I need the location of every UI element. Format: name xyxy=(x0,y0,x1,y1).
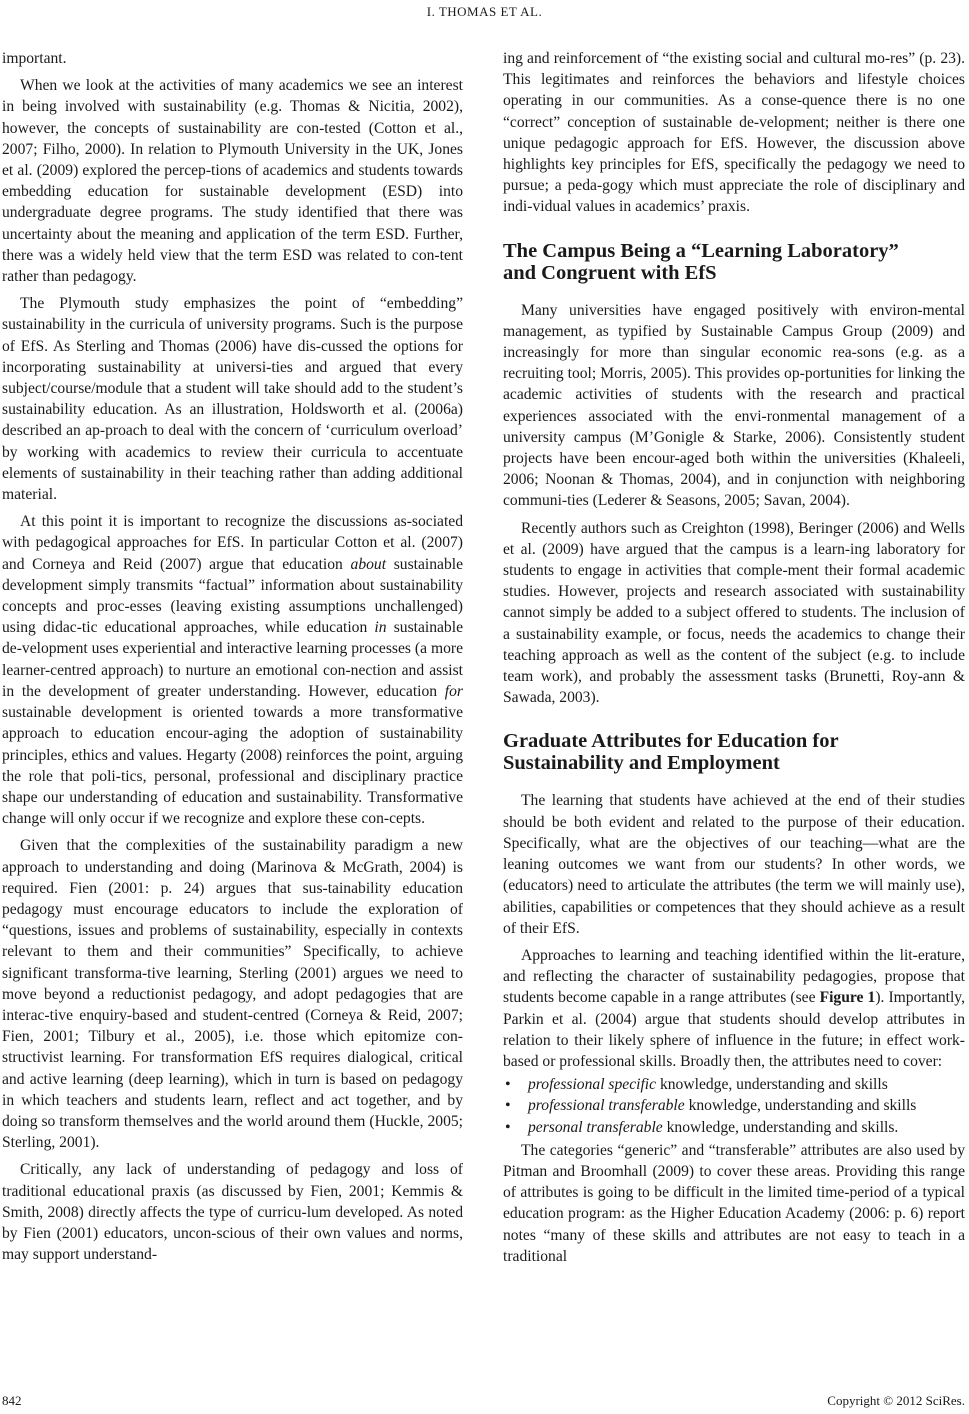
bullet-list xyxy=(503,1074,965,1138)
section-heading xyxy=(503,730,965,774)
emphasis-for: for xyxy=(444,682,463,700)
paragraph: important. xyxy=(2,50,67,67)
bullet-text: knowledge, understanding and skills. xyxy=(662,1118,899,1136)
bullet-item xyxy=(503,1074,965,1095)
paragraph: The categories “generic” and “transferable” attributes are also used by Pitman and Broomhall (2009) to cover these areas. Providing this range of attributes is going to be difficult in the limited time-period of a typical education program: as the Higher Education Academy (2006: p. 6) report notes “many of these skills and attributes are not easy to teach in a traditional xyxy=(503,1141,965,1265)
bullet-emphasis: professional transferable xyxy=(528,1097,685,1115)
left-column xyxy=(2,48,463,1265)
paragraph: Critically, any lack of understanding of pedagogy and loss of traditional educational praxis (as discussed by Fien, 2001; Kemmis & Smith, 2008) directly affects the type of curricu-lum developed. As noted by Fien (2001) educators, uncon-scious of their own values and norms, may support understand- xyxy=(2,1161,463,1264)
paragraph: ing and reinforcement of “the existing social and cultural mo-res” (p. 23). This legitimates and reinforces the behaviors and lifestyle choices operating in our communities. As a conse-quence there is no one “correct” conception of sustainable de-velopment; neither is there one unique pedagogic approach for EfS. However, the discussion above highlights key principles for EfS, specifically the pedagogy we need to pursue; a peda-gogy which must appreciate the role of disciplinary and indi-vidual values in academics’ praxis. xyxy=(503,50,965,216)
copyright-notice: Copyright © 2012 SciRes. xyxy=(827,1393,965,1408)
bullet-emphasis: personal transferable xyxy=(528,1118,663,1136)
heading-line: and Congruent with EfS xyxy=(503,261,717,284)
heading-line: The Campus Being a “Learning Laboratory” xyxy=(503,239,899,262)
emphasis-about: about xyxy=(350,555,387,573)
bullet-item xyxy=(503,1095,965,1116)
figure-reference: Figure 1 xyxy=(819,989,876,1007)
right-column xyxy=(503,48,965,1267)
text-run: sustainable development is oriented towards a more transformative approach to education encour-aging the adoption of sustainability principles, ethics and values. Hegarty (2008) reinforces the point, arguing the role that poli-tics, personal, professional and disciplinary practice shape our understanding of education and sustainability. Transformative change will only occur if we recognize and explore these con-cepts. xyxy=(2,704,463,828)
bullet-text: knowledge, understanding and skills xyxy=(656,1076,888,1094)
emphasis-in: in xyxy=(374,619,387,637)
text-run: sustainable development simply transmits “factual” information about sustainability concepts and proc-esses (leaving existing assumptions unchallenged) using didac-tic educational approaches, while education xyxy=(2,555,463,637)
running-head: I. THOMAS ET AL. xyxy=(426,4,543,19)
section-heading xyxy=(503,240,965,284)
paragraph: Given that the complexities of the sustainability paradigm a new approach to understanding and doing (Marinova & McGrath, 2004) is required. Fien (2001: p. 24) argues that sus-tainability education pedagogy must encourage educators to include the exploration of “questions, issues and problems of sustainability, especially in contexts relevant to them and their communities” Specifically, to achieve significant transforma-tive learning, Sterling (2001) argues we need to move beyond a reductionist pedagogy, and adopt pedagogies that are interac-tive enquiry-based and student-centred (Corneya & Reid, 2007; Fien, 2001; Tilbury et al., 2005), i.e. those which epitomize con-structivist learning. For transformation EfS requires dialogical, critical and active learning (deep learning), which in turn is based on pedagogy in which teachers and students learn, reflect and act together, and by doing so transform themselves and the world around them (Huckle, 2005; Sterling, 2001). xyxy=(2,837,463,1152)
heading-line: Sustainability and Employment xyxy=(503,752,780,775)
bullet-item xyxy=(503,1117,965,1138)
paragraph xyxy=(503,945,965,1072)
paragraph: Many universities have engaged positively with environ-mental management, as typified by Sustainable Campus Group (2009) and increasingly for more than singular economic rea-sons (e.g. as a recruiting tool; Morris, 2005). This provides op-portunities for linking the academic activities of students with the research and practical experiences associated with the envi-ronmental management of a university campus (M’Gonigle & Starke, 2006). Consistently student projects have been encour-aged both within the universities (Khaleeli, 2006; Noonan & Thomas, 2004), and in conjunction with neighboring communi-ties (Lederer & Seasons, 2005; Savan, 2004). xyxy=(503,301,965,510)
paragraph xyxy=(2,511,463,829)
page-number: 842 xyxy=(2,1393,22,1408)
paragraph: When we look at the activities of many academics we see an interest in being involved with sustainability (e.g. Thomas & Nicitia, 2002), however, the concepts of sustainability are con-tested (Cotton et al., 2007; Filho, 2000). In relation to Plymouth University in the UK, Jones et al. (2009) explored the percep-tions of academics and students towards embedding education for sustainable development (ESD) into undergraduate degree programs. The study identified that there was uncertainty about the meaning and application of the term ESD. Further, there was a widely held view that the term ESD was related to con-tent rather than pedagogy. xyxy=(2,77,463,286)
paragraph: The learning that students have achieved at the end of their studies should be both evident and related to the purpose of their education. Specifically, what are the objectives of our teaching—what are the leaning outcomes we want from our students? In other words, we (educators) need to articulate the attributes (the term we will mainly use), abilities, capabilities or competences that they should achieve as a result of their EfS. xyxy=(503,792,965,937)
paragraph: Recently authors such as Creighton (1998), Beringer (2006) and Wells et al. (2009) have argued that the campus is a learn-ing laboratory for students to engage in activities that comple-ment their formal academic studies. However, projects and research associated with sustainability cannot simply be added to a subject offered to students. The inclusion of a sustainability example, or focus, needs the academics to change their teaching approach as well as the content of the subject (e.g. to include team work), and probably the assessment tasks (Brunetti, Roy-ann & Sawada, 2003). xyxy=(503,519,965,707)
text-run: Approaches to learning and teaching identified within the lit-erature, and reflecting the character of sustainability pedagogies, propose that students become capable in a range attributes (see xyxy=(503,946,965,1007)
heading-line: Graduate Attributes for Education for xyxy=(503,730,839,753)
paragraph: The Plymouth study emphasizes the point of “embedding” sustainability in the curricula of university programs. Such is the purpose of EfS. As Sterling and Thomas (2006) have dis-cussed the options for incorporating sustainability at universi-ties and argued that every subject/course/module that a student will take should add to the student’s sustainability education. As an illustration, Holdsworth et al. (2006a) described an ap-proach to deal with the concern of ‘curriculum overload’ by working with academics to review their curricula to accentuate elements of sustainability in their teaching rather than adding additional material. xyxy=(2,295,463,504)
text-run: ). Importantly, Parkin et al. (2004) argue that students should develop attributes in relation to their likely sphere of influence in the future; in effect work-based or professional skills. Broadly then, the attributes need to cover: xyxy=(503,989,965,1070)
bullet-emphasis: professional specific xyxy=(528,1076,657,1094)
text-run: At this point it is important to recognize the discussions as-sociated with pedagogical approaches for EfS. In particular Cotton et al. (2007) and Corneya and Reid (2007) argue that education xyxy=(2,513,463,573)
bullet-text: knowledge, understanding and skills xyxy=(684,1097,917,1115)
text-run: sustainable de-velopment uses experiential and interactive learning processes (a more learner-centred approach) to nurture an emotional con-nection and assist in the development of greater understanding. However, education xyxy=(2,619,463,700)
